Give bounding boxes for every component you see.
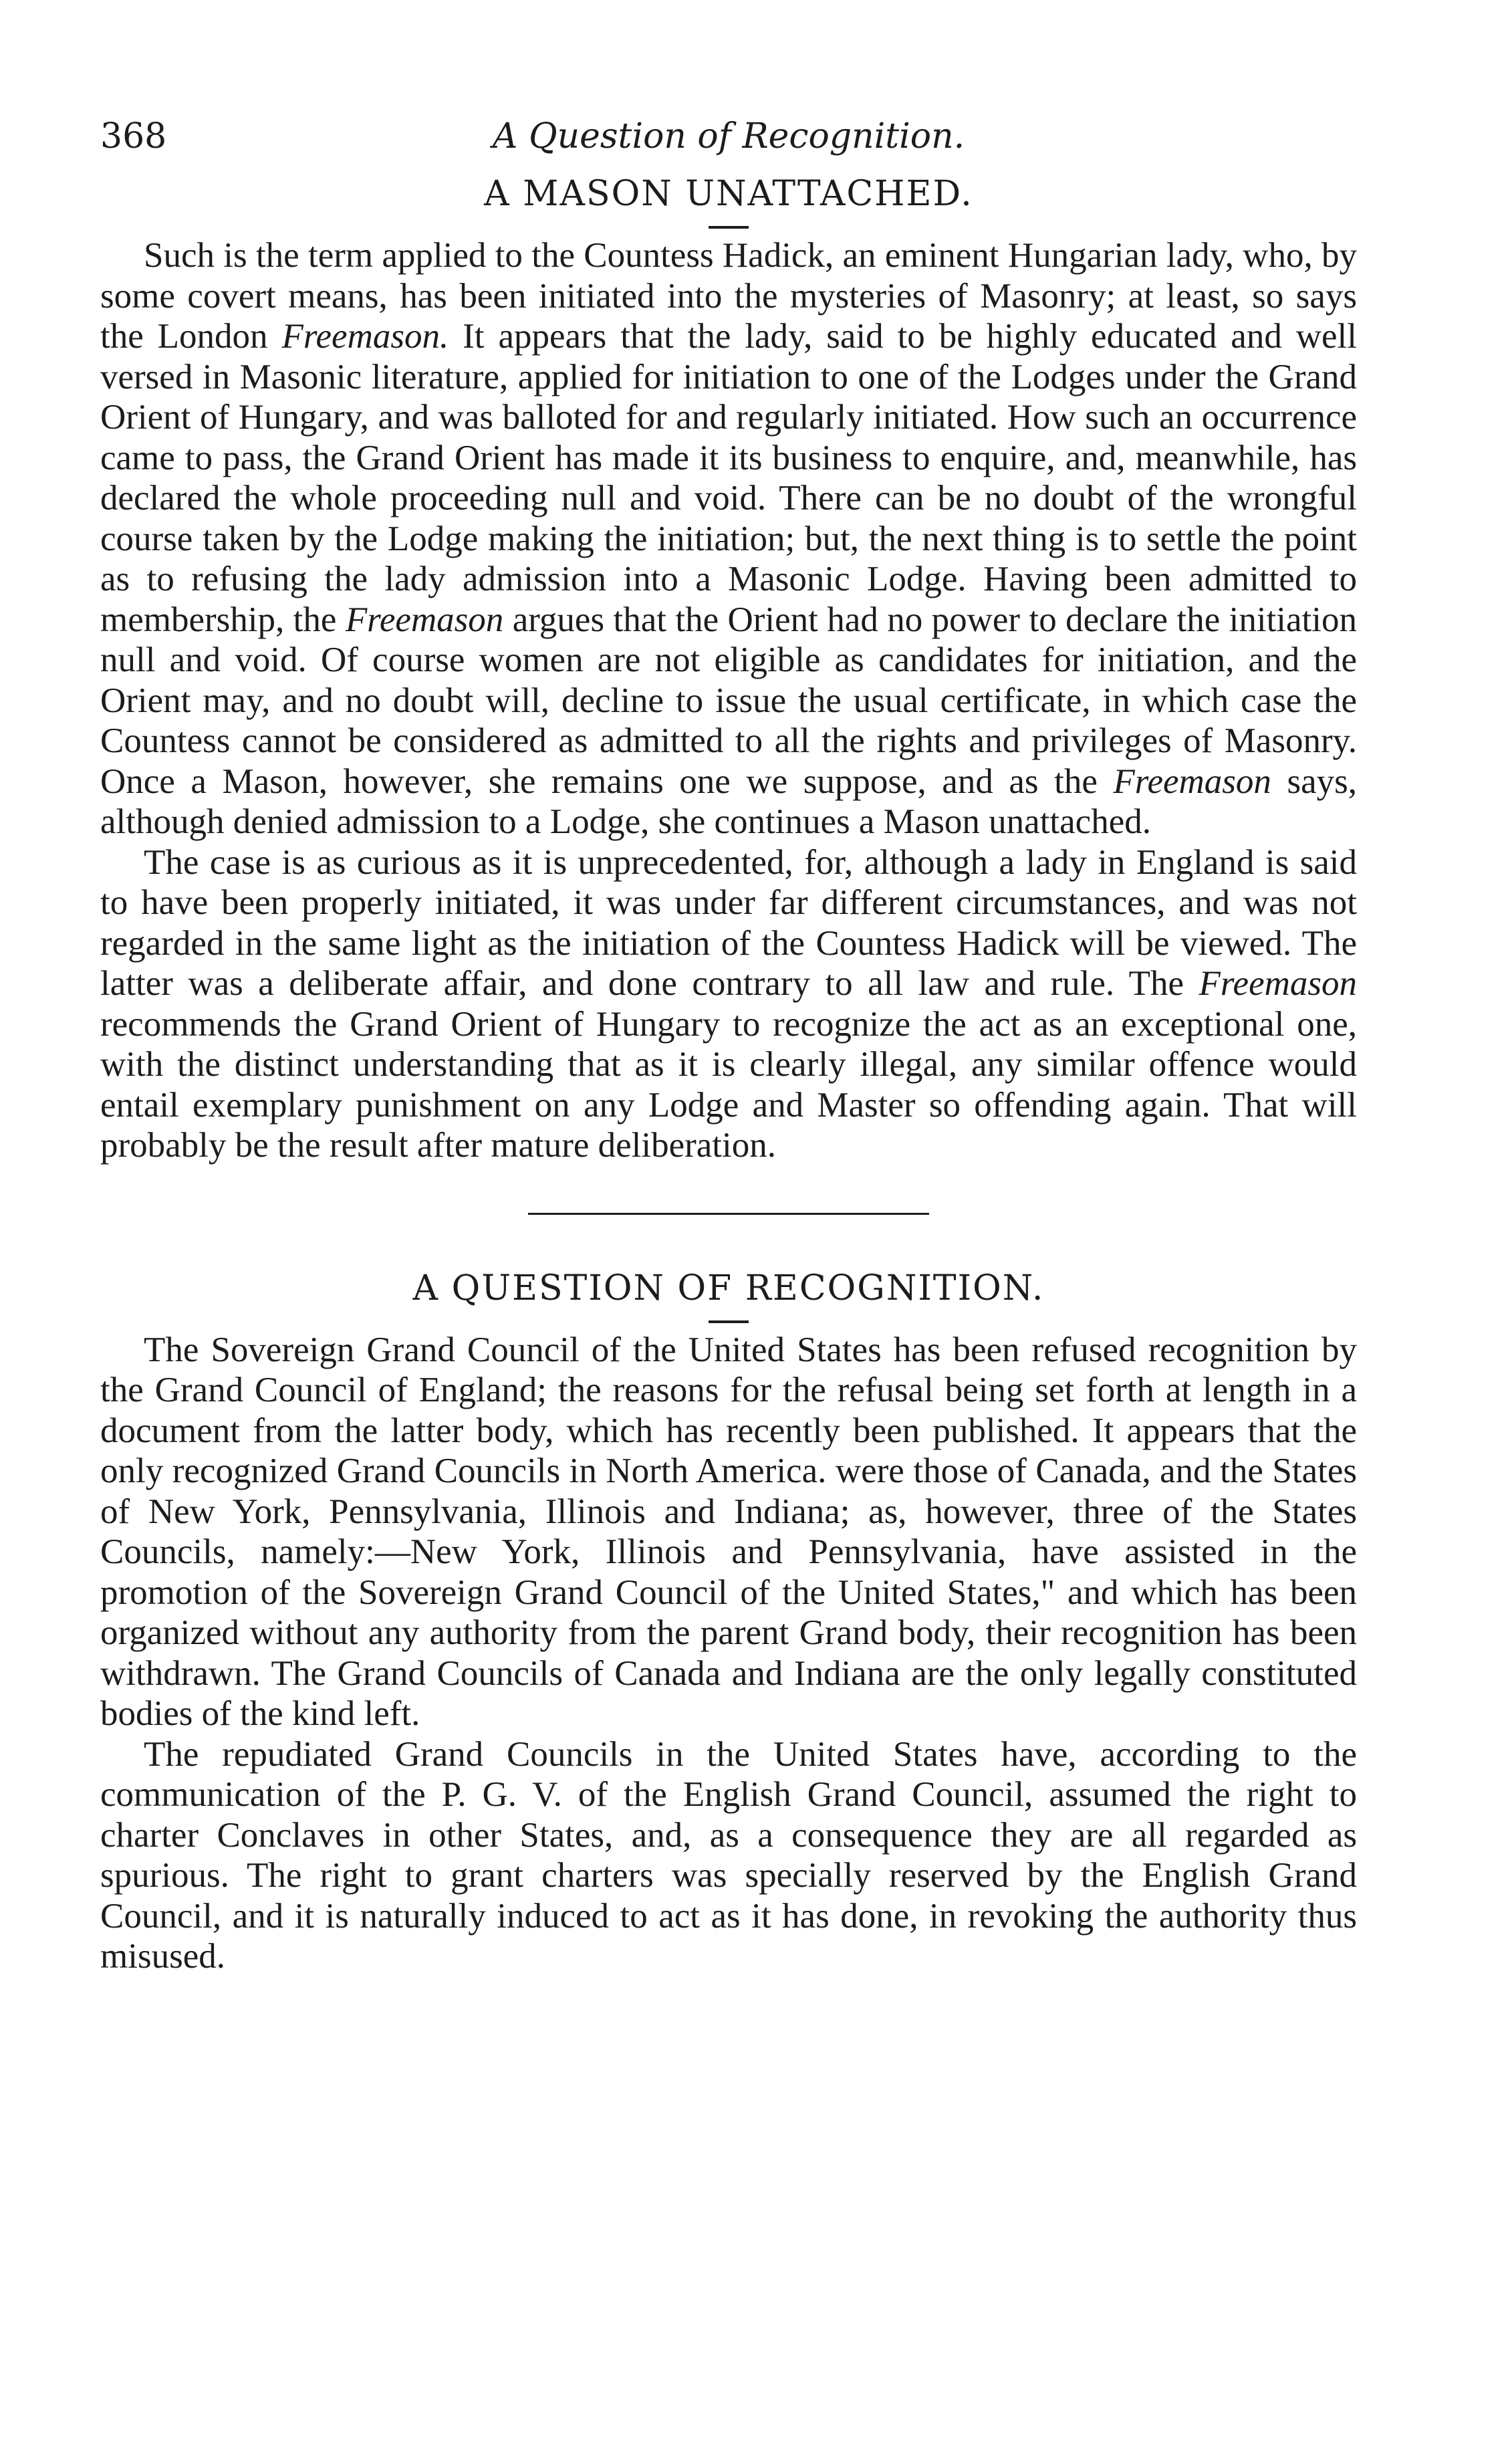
paragraph: The Sovereign Grand Council of the United States has been refused recognition by the Grand Council of England; the reasons for the refusal being set forth at length in a document from the latter body, which has recently been published. It appears that the only recognized Grand Councils in North America. were those of Canada, and the States of New York, Pennsylvania, Illinois and Indiana; as, however, three of the States Councils, namely:—New York, Illinois and Pennsylvania, have assisted in the promotion of the Sovereign Grand Council of the United States," and which has been organized without any authority from the parent Grand body, their recognition has been withdrawn. The Grand Councils of Canada and Indiana are the only legally constituted bodies of the kind left. (100, 1330, 1357, 1733)
text-run: argues that the Orient had no power to declare the initiation null and void. Of course women are not eligible as candidates for initiation, and the Orient may, and no doubt will, decline to issue the usual certificate, in which case the Countess cannot be considered as admitted to all the rights and privileges of Masonry. Once a Mason, however, she remains one we suppose, and as the (100, 600, 1358, 801)
italic-run: Freemason. (281, 317, 449, 356)
italic-run: Freemason (1199, 964, 1357, 1003)
section-mason-unattached (100, 174, 1357, 1166)
heading-rule (709, 226, 749, 229)
text-run: recommends the Grand Orient of Hungary to recognize the act as an exceptional one, with the distinct understanding that as it is clearly illegal, any similar offence would entail exemplary punishment on any Lodge and Master so offending again. That will probably be the result after mature deliberation. (100, 1004, 1357, 1165)
text-run: says, although denied admission to a Lodge, she continues a Mason unattached. (100, 762, 1357, 841)
section-heading: A MASON UNATTACHED. (484, 174, 973, 214)
paragraph (100, 842, 1357, 1166)
text-run: The case is as curious as it is unprecedented, for, although a lady in England is said to have been properly initiated, it was under far different circumstances, and was not regarded in the same light as the initiation of the Countess Hadick will be viewed. The latter was a deliberate affair, and done contrary to all law and rule. The (100, 842, 1357, 1003)
page-number: 368 (100, 116, 167, 156)
text-run: It appears that the lady, said to be highly educated and well versed in Masonic literature, applied for initiation to one of the Lodges under the Grand Orient of Hungary, and was balloted for and regularly initiated. How such an occurrence came to pass, the Grand Orient has made it its business to enquire, and, meanwhile, has declared the whole proceeding null and void. There can be no doubt of the wrongful course taken by the Lodge making the initiation; but, the next thing is to settle the point as to refusing the lady admission into a Masonic Lodge. Having been admitted to membership, the (100, 317, 1358, 639)
heading-rule (709, 1320, 749, 1323)
section-divider (528, 1213, 929, 1215)
text-run: Such is the term applied to the Countess Hadick, an eminent Hungarian lady, who, by some covert means, has been initiated into the mysteries of Masonry; at least, so says the London (100, 236, 1357, 356)
running-title: A Question of Recognition. (492, 116, 965, 156)
page (100, 114, 1357, 1977)
paragraph (100, 235, 1357, 842)
running-head (100, 114, 1357, 174)
section-question-of-recognition (100, 1268, 1357, 1977)
section-heading: A QUESTION OF RECOGNITION. (412, 1268, 1045, 1308)
paragraph: The repudiated Grand Councils in the United States have, according to the communication of the P. G. V. of the English Grand Council, assumed the right to charter Conclaves in other States, and, as a consequence they are all regarded as spurious. The right to grant charters was specially reserved by the English Grand Council, and it is naturally induced to act as it has done, in revoking the authority thus misused. (100, 1734, 1357, 1976)
italic-run: Freemason (1113, 762, 1271, 801)
italic-run: Freemason (345, 600, 504, 639)
